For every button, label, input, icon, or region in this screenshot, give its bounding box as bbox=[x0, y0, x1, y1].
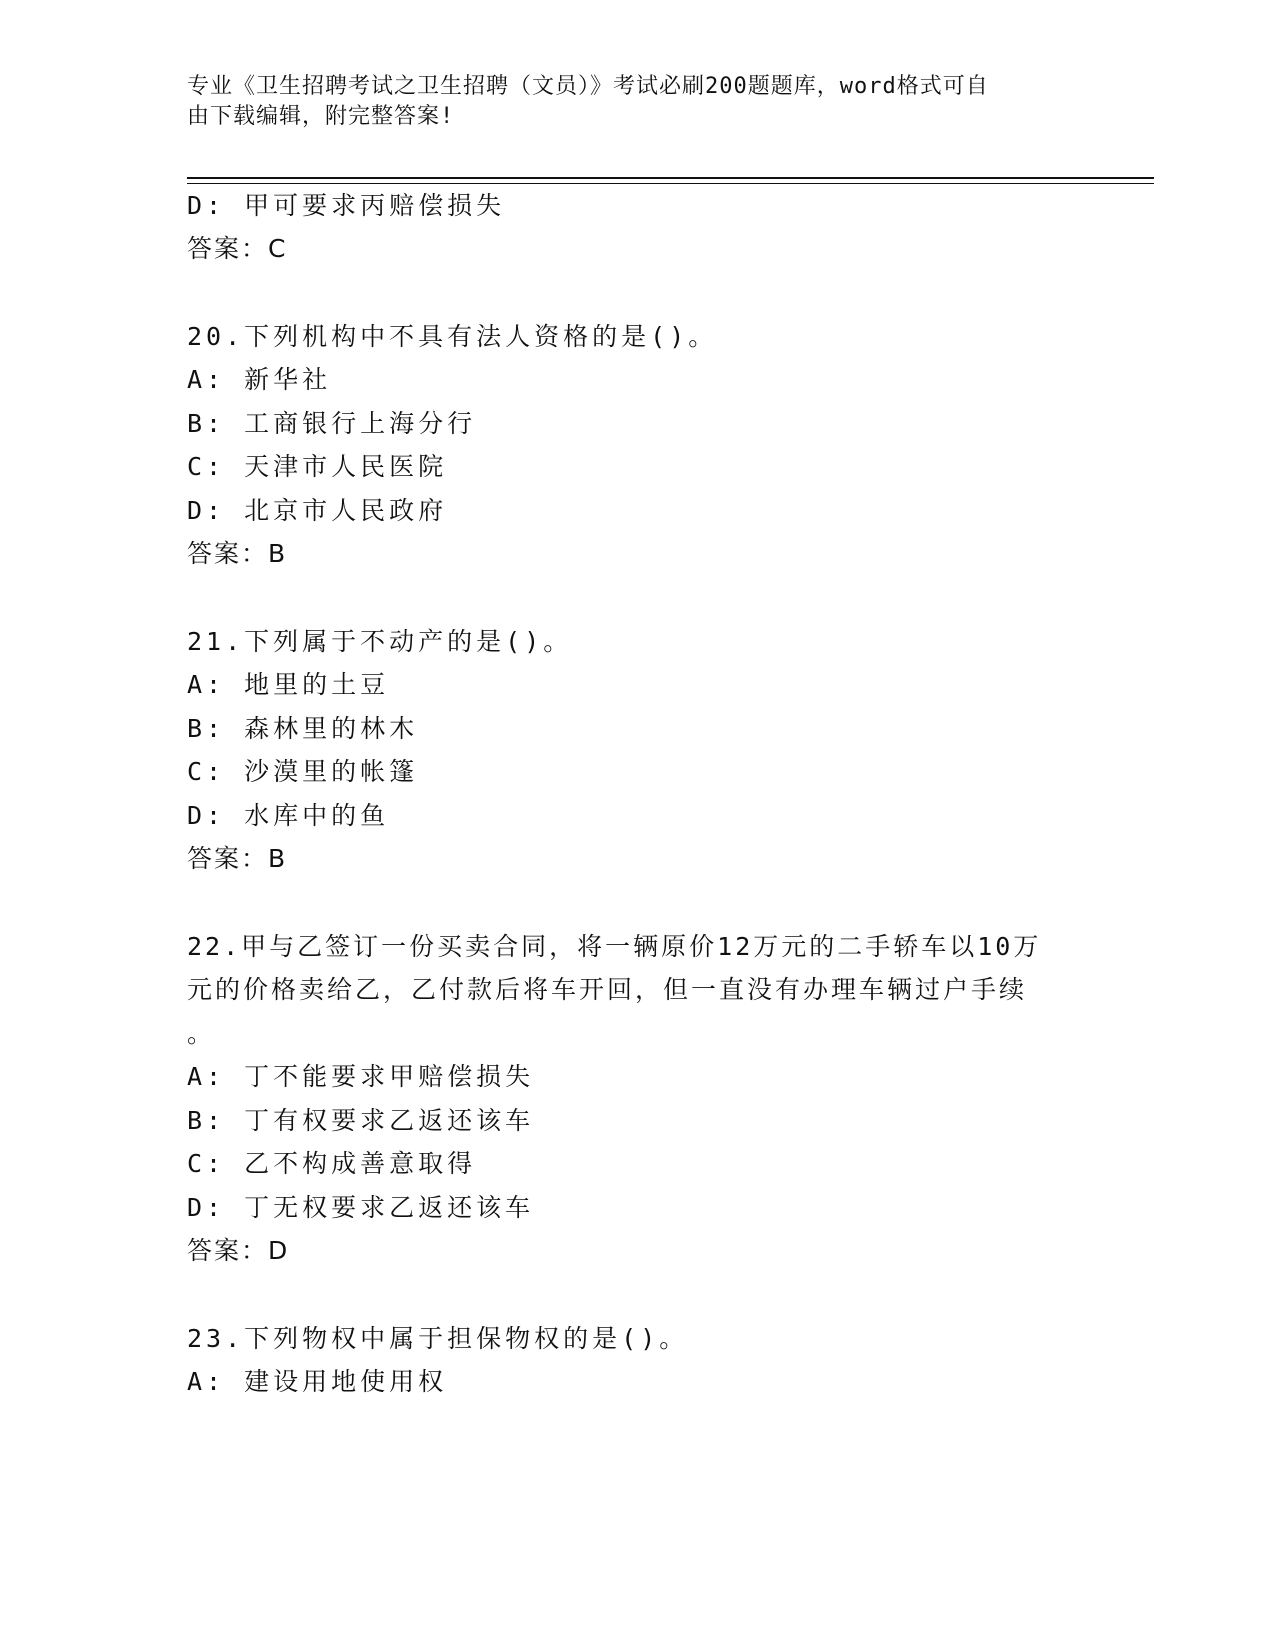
q20-stem: 20.下列机构中不具有法人资格的是()。 bbox=[187, 322, 718, 351]
q22-stem-line-3: 。 bbox=[187, 1019, 217, 1048]
q21-answer: 答案：B bbox=[187, 844, 288, 873]
q21-option-c: C: 沙漠里的帐篷 bbox=[187, 757, 419, 786]
q20-option-b: B: 工商银行上海分行 bbox=[187, 409, 477, 438]
q19-answer: 答案：C bbox=[187, 234, 288, 263]
q23-option-a: A: 建设用地使用权 bbox=[187, 1367, 448, 1396]
q22-option-a: A: 丁不能要求甲赔偿损失 bbox=[187, 1062, 535, 1091]
header-line-2: 由下载编辑，附完整答案! bbox=[187, 104, 455, 129]
header-rule-thin bbox=[187, 183, 1154, 184]
q22-answer: 答案：D bbox=[187, 1236, 290, 1265]
q21-option-a: A: 地里的土豆 bbox=[187, 670, 390, 699]
q22-option-d: D: 丁无权要求乙返还该车 bbox=[187, 1193, 535, 1222]
q22-option-c: C: 乙不构成善意取得 bbox=[187, 1149, 477, 1178]
q20-option-c: C: 天津市人民医院 bbox=[187, 452, 448, 481]
q20-option-a: A: 新华社 bbox=[187, 365, 332, 394]
q23-stem: 23.下列物权中属于担保物权的是()。 bbox=[187, 1324, 689, 1353]
q20-option-d: D: 北京市人民政府 bbox=[187, 496, 448, 525]
q19-option-d: D: 甲可要求丙赔偿损失 bbox=[187, 191, 506, 220]
q22-stem-line-1: 22.甲与乙签订一份买卖合同，将一辆原价12万元的二手轿车以10万 bbox=[187, 932, 1042, 961]
q21-option-b: B: 森林里的林木 bbox=[187, 714, 419, 743]
q22-option-b: B: 丁有权要求乙返还该车 bbox=[187, 1106, 535, 1135]
q20-answer: 答案：B bbox=[187, 539, 288, 568]
q22-stem-line-2: 元的价格卖给乙，乙付款后将车开回，但一直没有办理车辆过户手续 bbox=[187, 975, 1028, 1004]
header-rule-thick bbox=[187, 177, 1154, 179]
q21-option-d: D: 水库中的鱼 bbox=[187, 801, 390, 830]
q21-stem: 21.下列属于不动产的是()。 bbox=[187, 627, 573, 656]
header-line-1: 专业《卫生招聘考试之卫生招聘（文员）》考试必刷200题题库，word格式可自 bbox=[187, 74, 989, 99]
document-header bbox=[187, 72, 1067, 132]
